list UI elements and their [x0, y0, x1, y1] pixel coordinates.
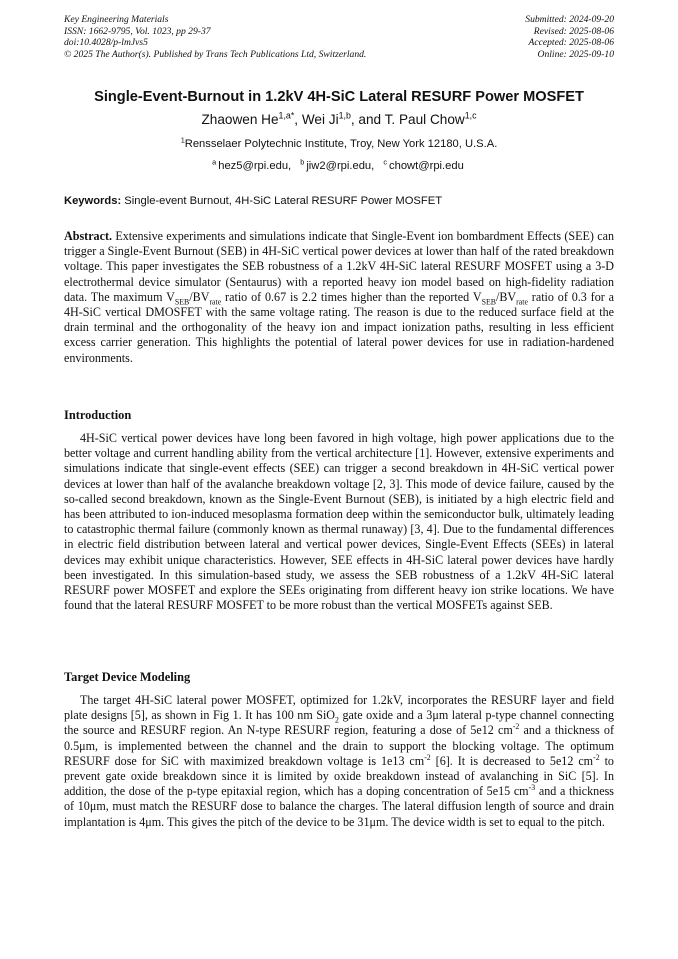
affiliation-mark: 1 [180, 135, 185, 145]
email-address: chowt@rpi.edu [389, 160, 464, 172]
subscript: SEB [174, 297, 190, 307]
abstract-label: Abstract. [64, 229, 113, 243]
email-mark: c [383, 157, 388, 167]
author-emails [0, 157, 678, 172]
revised-date: Revised: 2025-08-06 [533, 25, 614, 37]
affiliation-text: Rensselaer Polytechnic Institute, Troy, New York 12180, U.S.A. [184, 138, 498, 150]
section-heading-introduction: Introduction [64, 408, 132, 422]
author-affiliation-mark: 1,c [464, 110, 477, 121]
abstract-text: /BV [496, 289, 517, 304]
copyright-notice: © 2025 The Author(s). Published by Trans Tech Publications Ltd, Switzerland. [64, 48, 367, 60]
email-entry [383, 157, 465, 172]
doi: doi:10.4028/p-lmJvs5 [64, 37, 148, 49]
email-mark: b [300, 157, 305, 167]
abstract-text: ratio of 0.3 for a 4H-SiC vertical DMOSFET with the same voltage rating. The reason is due to the reduced surface field at the drain terminal and the orthogonality of the heavy ion and impact ionization paths, resulting in less efficient excess carrier generation. This highlights the potential of lateral power devices for use in radiation-hardened environments. [64, 289, 614, 365]
author-name: Wei Ji [301, 112, 339, 127]
author-affiliation-mark: 1,b [338, 110, 351, 121]
superscript: -3 [528, 783, 536, 793]
email-address: jiw2@rpi.edu, [306, 160, 375, 172]
superscript: -2 [424, 752, 431, 762]
paragraph-text: and a thickness of 10μm, must match the RESURF dose to balance the charges. The lateral diffusion length of source and drain implantation is 4μm. This gives the pitch of the device to be 31μm. The device width is set to equal to the pitch. [64, 784, 614, 829]
paragraph-text: and a thickness of 0.5μm, is implemented between the channel and the drain to support the blocking voltage. The optimum RESURF dose for SiC with maximized breakdown voltage is 1e13 cm [64, 723, 614, 768]
author-list [0, 112, 678, 127]
keywords-label: Keywords: [64, 195, 122, 207]
author-affiliation-mark: 1,a* [278, 110, 295, 121]
email-entry [212, 157, 293, 172]
paragraph-text: gate oxide and a 3μm lateral p-type channel connecting the source and RESURF region. An N-type RESURF region, featuring a dose of 5e12 cm [64, 708, 614, 738]
superscript: -2 [593, 752, 600, 762]
keywords [64, 195, 614, 207]
paragraph-text: [6]. It is decreased to 5e12 cm [430, 753, 594, 768]
author-separator: , and [350, 112, 385, 127]
abstract [64, 229, 614, 366]
abstract-text: /BV [189, 289, 210, 304]
email-address: hez5@rpi.edu, [218, 160, 292, 172]
email-mark: a [212, 157, 217, 167]
abstract-text: ratio of 0.67 is 2.2 times higher than the reported V [221, 289, 482, 304]
issn-volume-pages: ISSN: 1662-9795, Vol. 1023, pp 29-37 [64, 25, 211, 37]
subscript: SEB [481, 297, 496, 307]
subscript: 2 [335, 715, 339, 725]
superscript: -2 [512, 722, 520, 732]
affiliation [0, 135, 678, 150]
keywords-text: Single-event Burnout, 4H-SiC Lateral RESURF Power MOSFET [121, 195, 443, 207]
paragraph-text: The target 4H-SiC lateral power MOSFET, optimized for 1.2kV, incorporates the RESURF layer and field plate designs [5], as shown in Fig 1. It has 100 nm SiO [64, 693, 614, 723]
section-heading-target-device-modeling: Target Device Modeling [64, 670, 191, 684]
accepted-date: Accepted: 2025-08-06 [528, 37, 614, 49]
journal-header-right [525, 14, 614, 60]
submitted-date: Submitted: 2024-09-20 [525, 14, 614, 25]
author-name: T. Paul Chow [384, 112, 465, 127]
journal-header-left [64, 14, 366, 60]
introduction-paragraph: 4H-SiC vertical power devices have long been favored in high voltage, high power applications due to the better voltage and current handling ability from the vertical architecture [1]. However, extensive experiments and simulations indicate that single-event effects (SEE) can trigger a second breakdown in 4H-SiC vertical power devices at lower than half of the avalanche breakdown voltage [2, 3]. This mode of device failure, caused by the so-called second breakdown, known as the Single-Event Burnout (SEB), is initiated by a high electric field and has been attributed to ion-induced mesoplasma formation deep within the semiconductor bulk, ultimately leading to catastrophic thermal failure (commonly known as thermal runaway) [3, 4]. Due to the fundamental differences in electric field distribution between lateral and vertical power devices, Single-Event Effects (SEEs) in lateral devices may exhibit unique characteristics. However, SEE effects in 4H-SiC lateral power devices have hardly been investigated. In this simulation-based study, we assess the SEB robustness of a 1.2kV 4H-SiC lateral RESURF power MOSFET and explore the SEEs originating from different heavy ion strike locations. We have found that the lateral RESURF MOSFET to be more robust than the vertical MOSFETs against SEB. [64, 431, 614, 613]
author-name: Zhaowen He [201, 112, 279, 127]
subscript: rate [209, 297, 222, 307]
paper-title: Single-Event-Burnout in 1.2kV 4H-SiC Lateral RESURF Power MOSFET [94, 89, 584, 105]
abstract-text: Extensive experiments and simulations indicate that Single-Event ion bombardment Effects (SEE) can trigger a Single-Event Burnout (SEB) in 4H-SiC vertical power devices at lower than half of the rated breakdown voltage. This paper investigates the SEB robustness of a 1.2kV 4H-SiC lateral RESURF MOSFET using a 3-D electrothermal device simulator (Sentaurus) with a reported heavy ion model based on high-fidelity radiation data. The maximum V [64, 229, 614, 304]
journal-name: Key Engineering Materials [64, 14, 169, 25]
paragraph-text: to prevent gate oxide breakdown since it is limited by oxide breakdown instead of avalanching in SiC [5]. In addition, the dose of the p-type epitaxial region, which has a doping concentration of 5e15 cm [64, 753, 614, 799]
author-separator: , [294, 112, 302, 127]
email-entry [300, 157, 376, 172]
subscript: rate [516, 297, 528, 307]
target-device-paragraph [64, 693, 614, 830]
online-date: Online: 2025-09-10 [537, 48, 614, 60]
